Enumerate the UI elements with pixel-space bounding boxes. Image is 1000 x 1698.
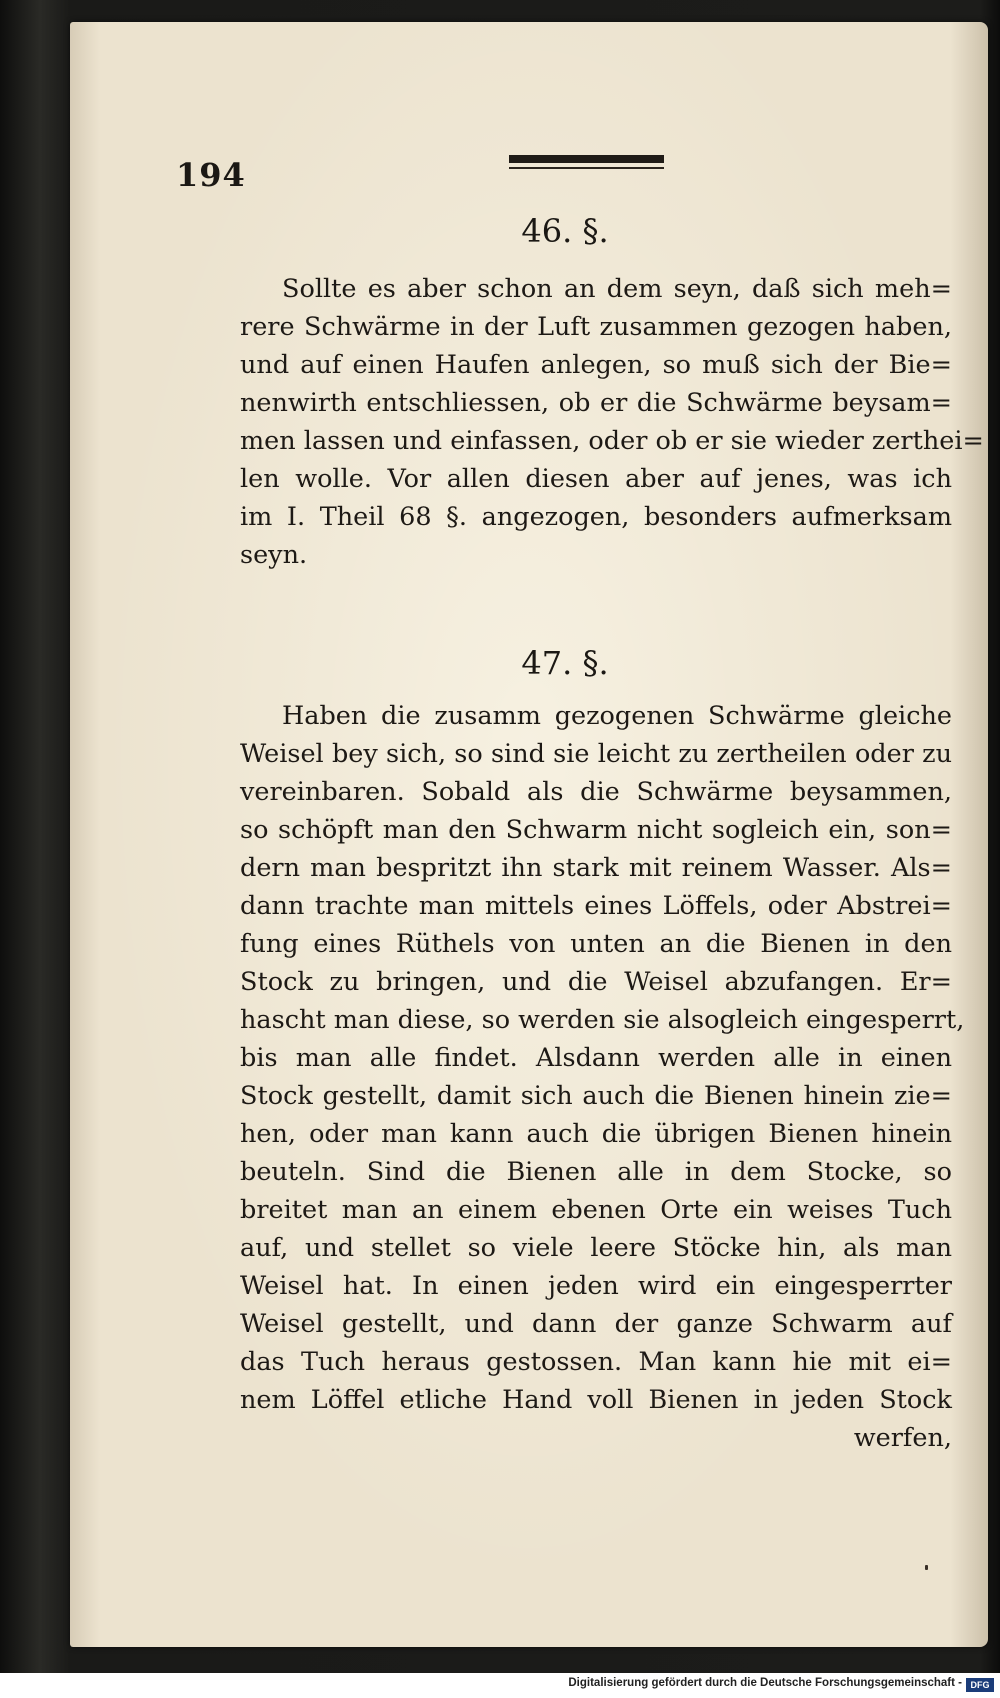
text-line: auf, und stellet so viele leere Stöcke hin, als man <box>240 1233 952 1263</box>
header-rule-thin <box>509 167 664 169</box>
section-heading-46: 46. §. <box>521 212 609 250</box>
section-heading-47: 47. §. <box>521 644 609 682</box>
text-line: rere Schwärme in der Luft zusammen gezogen haben, <box>240 312 952 342</box>
text-line: men lassen und einfassen, oder ob er sie wieder zerthei= <box>240 426 984 456</box>
text-line: breitet man an einem ebenen Orte ein weises Tuch <box>240 1195 952 1225</box>
text-line: bis man alle findet. Alsdann werden alle in einen <box>240 1043 952 1073</box>
dfg-logo[interactable]: DFG <box>966 1678 994 1692</box>
text-line: len wolle. Vor allen diesen aber auf jenes, was ich <box>240 464 952 494</box>
section-47-paragraph <box>240 697 965 1457</box>
text-line: vereinbaren. Sobald als die Schwärme beysammen, <box>240 777 952 807</box>
text-line: Stock zu bringen, und die Weisel abzufangen. Er= <box>240 967 952 997</box>
header-rule <box>509 155 664 171</box>
text-line: Weisel hat. In einen jeden wird ein eingesperrter <box>240 1271 952 1301</box>
text-line: Stock gestellt, damit sich auch die Bienen hinein zie= <box>240 1081 952 1111</box>
text-line: nenwirth entschliessen, ob er die Schwärme beysam= <box>240 388 952 418</box>
text-line: dann trachte man mittels eines Löffels, oder Abstrei= <box>240 891 952 921</box>
text-line: und auf einen Haufen anlegen, so muß sich der Bie= <box>240 350 952 380</box>
digitization-footer <box>0 1673 1000 1698</box>
text-line: das Tuch heraus gestossen. Man kann hie mit ei= <box>240 1347 952 1377</box>
text-line: hen, oder man kann auch die übrigen Bienen hinein <box>240 1119 952 1149</box>
text-line: dern man bespritzt ihn stark mit reinem Wasser. Als= <box>240 853 952 883</box>
text-line: Haben die zusamm gezogenen Schwärme gleiche <box>282 701 952 731</box>
text-line: nem Löffel etliche Hand voll Bienen in jeden Stock <box>240 1385 952 1415</box>
page-number: 194 <box>176 156 246 194</box>
text-line: Weisel bey sich, so sind sie leicht zu zertheilen oder zu <box>240 739 952 769</box>
header-rule-thick <box>509 155 664 163</box>
section-46-paragraph <box>240 270 984 574</box>
text-line: Weisel gestellt, und dann der ganze Schwarm auf <box>240 1309 952 1339</box>
catchword: werfen, <box>853 1423 952 1453</box>
text-line: fung eines Rüthels von unten an die Bienen in den <box>240 929 952 959</box>
text-line: beuteln. Sind die Bienen alle in dem Stocke, so <box>240 1157 952 1187</box>
text-line: im I. Theil 68 §. angezogen, besonders aufmerksam <box>240 502 952 532</box>
footer-credit: Digitalisierung gefördert durch die Deutsche Forschungsgemeinschaft - <box>568 1677 962 1689</box>
paper-speck <box>925 1565 928 1570</box>
text-line: seyn. <box>240 540 308 570</box>
text-line: Sollte es aber schon an dem seyn, daß sich meh= <box>282 274 952 304</box>
text-line: so schöpft man den Schwarm nicht sogleich ein, son= <box>240 815 952 845</box>
text-line: hascht man diese, so werden sie alsogleich eingesperrt, <box>240 1005 965 1035</box>
